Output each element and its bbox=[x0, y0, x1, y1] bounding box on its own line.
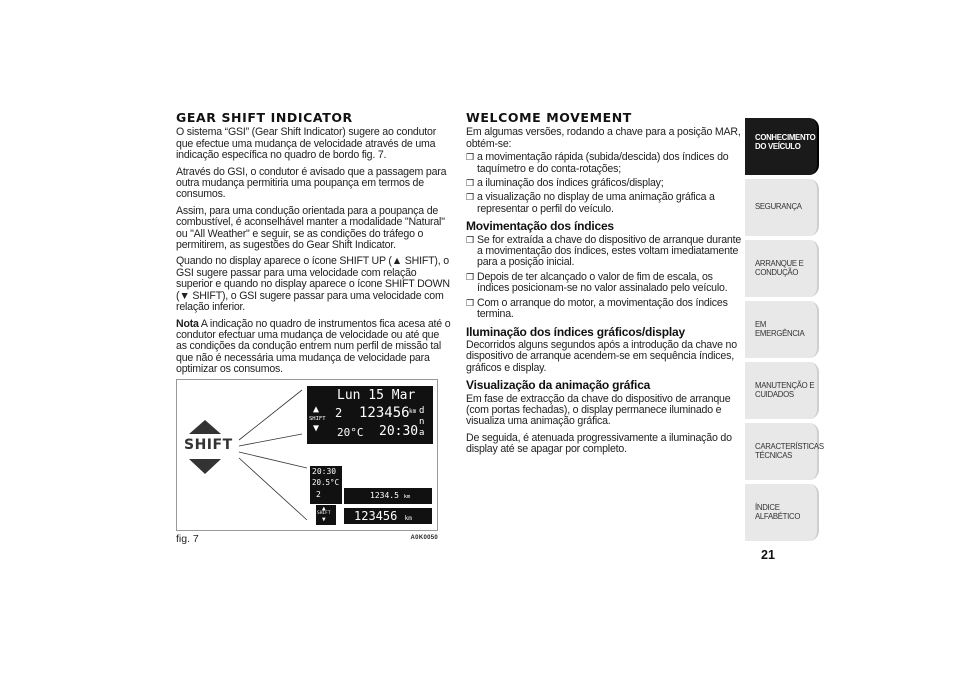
tab-caracteristicas[interactable]: CARACTERÍSTICAS TÉCNICAS bbox=[745, 423, 819, 480]
list-item: ❒ a iluminação dos índices gráficos/display; bbox=[466, 177, 664, 190]
shift-down-tiny-icon: ▼ bbox=[322, 516, 326, 523]
checkbox-bullet-icon: ❒ bbox=[466, 192, 474, 203]
paragraph: Decorridos alguns segundos após a introdução da chave no dispositivo de arranque acendem-se em sequência índices, gráficos e display. bbox=[466, 338, 737, 374]
checkbox-bullet-icon: ❒ bbox=[466, 178, 474, 189]
figure-frame bbox=[176, 379, 438, 531]
paragraph-shift: Quando no display aparece o ícone SHIFT UP (▲ SHIFT), o GSI sugere passar para uma velocidade com relação superior e quando no display aparece o ícone SHIFT DOWN (▼ SHIFT), o GSI sugere passar para uma velocidade com relação inferior. bbox=[176, 255, 450, 314]
bullet-list-2 bbox=[466, 235, 742, 321]
tab-indice[interactable]: ÍNDICE ALFABÉTICO bbox=[745, 484, 819, 541]
paragraph: De seguida, é atenuada progressivamente a iluminação do display até se apagar por completo. bbox=[466, 431, 732, 456]
tab-manutencao[interactable]: MANUTENÇÃO E CUIDADOS bbox=[745, 362, 819, 419]
subheading-visualizacao: Visualização da animação gráfica bbox=[466, 378, 651, 393]
subheading-movimentacao: Movimentação dos índices bbox=[466, 219, 614, 234]
paragraph: Assim, para uma condução orientada para a poupança de combustível, é aconselhável manter a modalidade "Natural" ou "All Weather" e seguir, se as condições do tráfego o permitirem, as sugestões do Gear Shift Indicator. bbox=[176, 204, 445, 252]
right-column bbox=[466, 112, 742, 461]
arrow-up-icon: ▲ bbox=[391, 255, 403, 268]
tab-seguranca[interactable]: SEGURANÇA bbox=[745, 179, 819, 236]
note-paragraph: Nota A indicação no quadro de instrumentos fica acesa até o condutor efectuar uma mudança de velocidade ou até que as condições da condução entrem num perfil de missão tal que não é necessária uma mudança de velocidade para optimizar os consumos. bbox=[176, 317, 451, 376]
shift-up-small-icon: ▲ bbox=[313, 404, 320, 415]
paragraph: Em algumas versões, rodando a chave para a posição MAR, obtém-se: bbox=[466, 126, 741, 150]
paragraph: O sistema “GSI” (Gear Shift Indicator) sugere ao condutor que efectue uma mudança de velocidade através de uma indicação específica no quadro de bordo fig. 7. bbox=[176, 126, 437, 162]
note-label: Nota bbox=[176, 317, 199, 330]
section-title-welcome: WELCOME MOVEMENT bbox=[466, 110, 632, 125]
shift-down-small-icon: ▼ bbox=[313, 423, 320, 434]
list-item: ❒ Se for extraída a chave do dispositivo de arranque durante a movimentação dos índices, estes voltam imediatamente para a posição inicial. bbox=[466, 233, 742, 269]
tab-arranque[interactable]: ARRANQUE E CONDUÇÃO bbox=[745, 240, 819, 297]
shift-up-icon bbox=[189, 420, 221, 434]
shift-up-tiny-icon: ▲ bbox=[322, 505, 326, 512]
display-lcd-2: 20:30 20.5°C 2 ▲ SHIFT ▼ 1234.5 km 123456 km bbox=[310, 466, 432, 526]
section-title-gsi: GEAR SHIFT INDICATOR bbox=[176, 110, 353, 125]
figure-caption: fig. 7 bbox=[176, 533, 199, 545]
list-item: ❒ Depois de ter alcançado o valor de fim de escala, os índices posicionam-se no valor assinalado pelo veículo. bbox=[466, 270, 728, 295]
subheading-iluminacao: Iluminação dos índices gráficos/display bbox=[466, 324, 685, 339]
page-number: 21 bbox=[761, 548, 775, 562]
figure-7 bbox=[176, 379, 438, 545]
arrow-down-icon: ▼ bbox=[179, 289, 190, 302]
list-item: ❒ Com o arranque do motor, a movimentação dos índices termina. bbox=[466, 296, 728, 321]
shift-big-label: SHIFT bbox=[184, 437, 233, 453]
bullet-list-1 bbox=[466, 152, 742, 215]
tab-emergencia[interactable]: EM EMERGÊNCIA bbox=[745, 301, 819, 358]
checkbox-bullet-icon: ❒ bbox=[466, 271, 474, 282]
left-column bbox=[176, 112, 452, 381]
figure-code: A0K0050 bbox=[410, 535, 438, 541]
tab-conhecimento[interactable]: CONHECIMENTO DO VEÍCULO bbox=[745, 118, 819, 175]
checkbox-bullet-icon: ❒ bbox=[466, 152, 474, 163]
list-item: ❒ a visualização no display de uma animação gráfica a representar o perfil do veículo. bbox=[466, 191, 715, 215]
shift-down-icon bbox=[189, 459, 221, 474]
list-item: ❒ a movimentação rápida (subida/descida) dos índices do taquímetro e do conta-rotações; bbox=[466, 151, 729, 175]
checkbox-bullet-icon: ❒ bbox=[466, 234, 474, 245]
checkbox-bullet-icon: ❒ bbox=[466, 297, 474, 308]
paragraph: Através do GSI, o condutor é avisado que a passagem para outra mudança permitiria uma poupança em termos de consumos. bbox=[176, 165, 447, 201]
display-lcd-1: Lun 15 Mar ▲ SHIFT ▼ 2 123456 km 20°C 20:30 d n a bbox=[307, 386, 433, 444]
chapter-tabs bbox=[745, 118, 824, 545]
paragraph: Em fase de extracção da chave do dispositivo de arranque (com portas fechadas), o display permanece iluminado e visualiza uma animação gráfica. bbox=[466, 392, 731, 428]
